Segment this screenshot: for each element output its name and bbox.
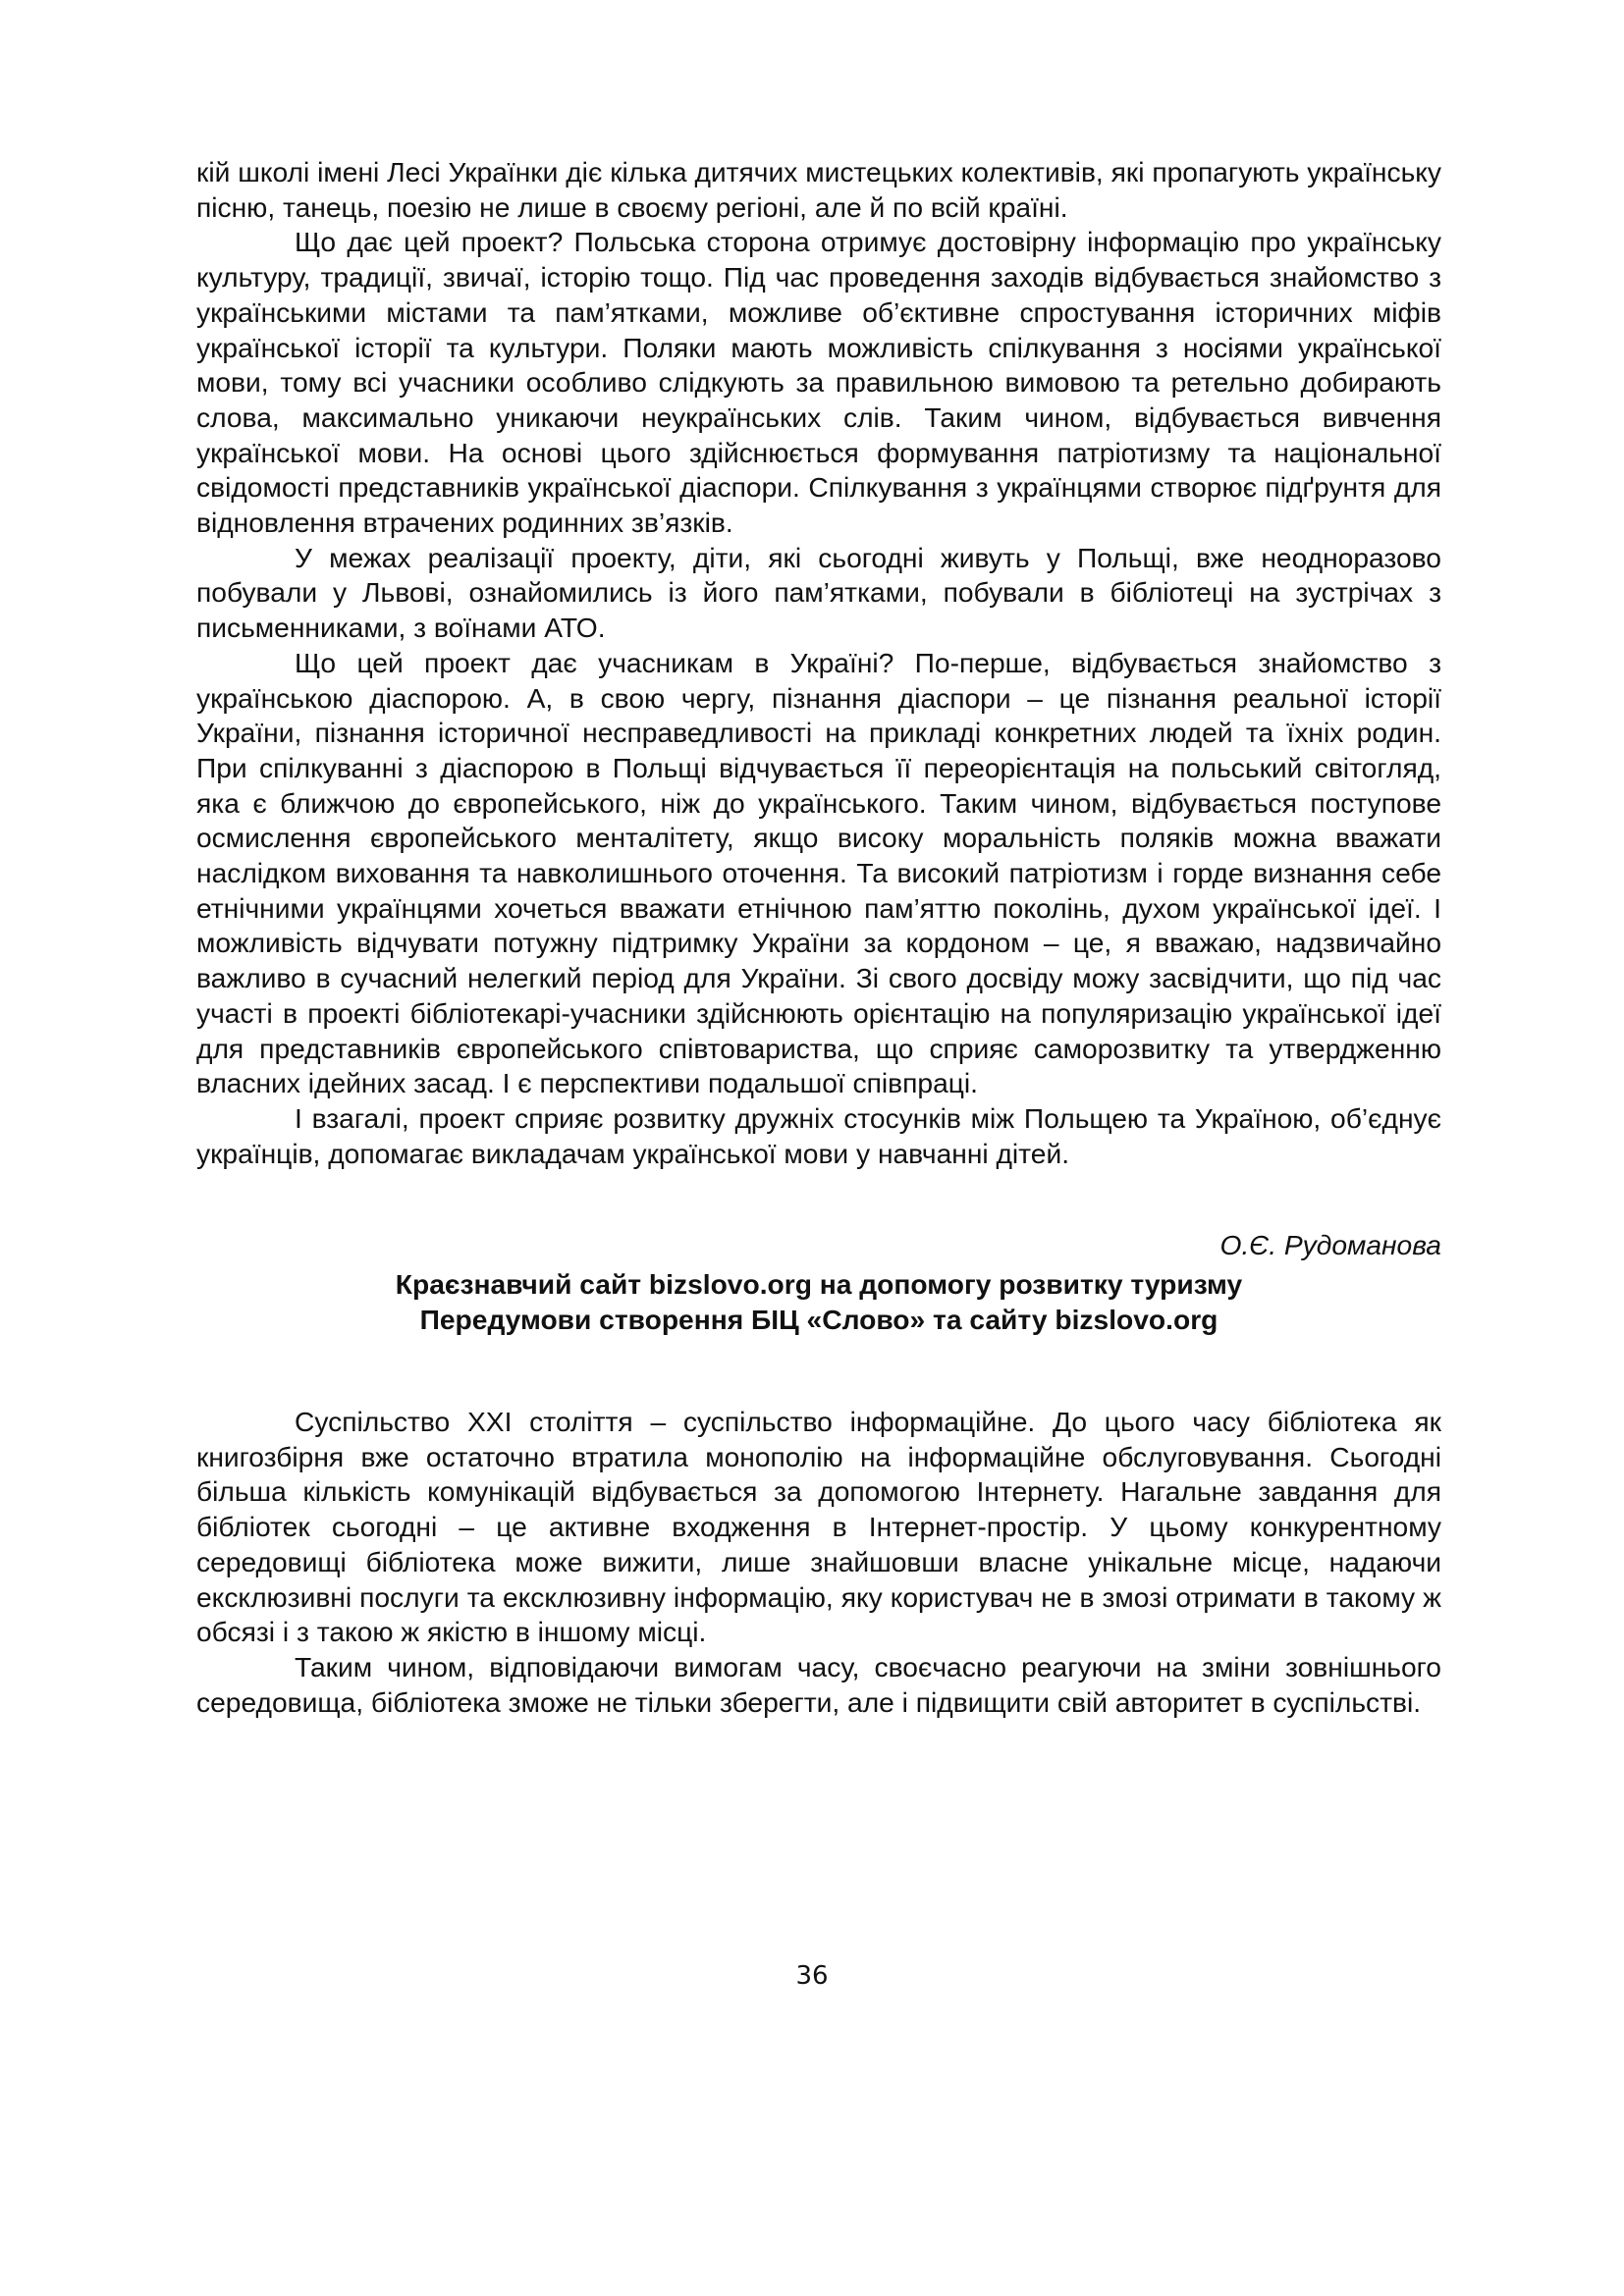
paragraph: У межах реалізації проекту, діти, які сьогодні живуть у Польщі, вже неодноразово побували у Львові, ознайомились із його пам’ятками, побували в бібліотеці на зустрічах з письменниками, з воїнами АТО. — [196, 541, 1441, 644]
article-body — [196, 1405, 1441, 1720]
paragraph: І взагалі, проект сприяє розвитку дружніх стосунків між Польщею та Україною, об’єднує українців, допомагає викладачам української мови у навчанні дітей. — [196, 1101, 1441, 1169]
paragraph: Таким чином, відповідаючи вимогам часу, своєчасно реагуючи на зміни зовнішнього середовища, бібліотека зможе не тільки зберегти, але і підвищити свій авторитет в суспільстві. — [196, 1650, 1441, 1718]
paragraph: Що цей проект дає учасникам в Україні? По-перше, відбувається знайомство з українською діаспорою. А, в свою чергу, пізнання діаспори – це пізнання реальної історії України, пізнання історичної несправедливості на прикладі конкретних людей та їхніх родин. При спілкуванні з діаспорою в Польщі відчувається її переорієнтація на польський світогляд, яка є ближчою до європейського, ніж до українського. Таким чином, відбувається поступове осмислення європейського менталітету, якщо високу моральність поляків можна вважати наслідком виховання та навколишнього оточення. Та високий патріотизм і горде визнання себе етнічними українцями хочеться вважати етнічною пам’яттю поколінь, духом української ідеї. І можливість відчувати потужну підтримку України за кордоном – це, я вважаю, надзвичайно важливо в сучасний нелегкий період для України. Зі свого досвіду можу засвідчити, що під час участі в проекті бібліотекарі-учасники здійснюють орієнтацію на популяризацію української ідеї для представників європейського співтовариства, що сприяє саморозвитку та утвердженню власних ідейних засад. І є перспективи подальшої співпраці. — [196, 646, 1441, 1099]
paragraph-continuation: кій школі імені Лесі Українки діє кілька дитячих мистецьких колективів, які пропагують українську пісню, танець, поезію не лише в своєму регіоні, але й по всій країні. — [196, 156, 1441, 223]
section-title: Передумови створення БІЦ «Слово» та сайту bizslovo.org — [419, 1304, 1218, 1335]
paragraph: Що дає цей проект? Польська сторона отримує достовірну інформацію про українську культуру, традиції, звичаї, історію тощо. Під час проведення заходів відбувається знайомство з українськими містами та пам’ятками, можливе об’єктивне спростування історичних міфів української історії та культури. Поляки мають можливість спілкування з носіями української мови, тому всі учасники особливо слідкують за правильною вимовою та ретельно добирають слова, максимально уникаючи неукраїнських слів. Таким чином, відбувається вивчення української мови. На основі цього здійснюється формування патріотизму та національної свідомості представників української діаспори. Спілкування з українцями створює підґрунтя для відновлення втрачених родинних зв’язків. — [196, 226, 1441, 539]
article-title: Краєзнавчий сайт bizslovo.org на допомогу розвитку туризму — [395, 1268, 1243, 1300]
article-body-previous — [196, 155, 1441, 1171]
author-name: О.Є. Рудоманова — [1219, 1229, 1441, 1260]
page-number: 36 — [795, 1961, 829, 1991]
article-heading — [196, 1266, 1441, 1337]
paragraph: Суспільство XXI століття – суспільство інформаційне. До цього часу бібліотека як книгозбірня вже остаточно втратила монополію на інформаційне обслуговування. Сьогодні більша кількість комунікацій відбувається за допомогою Інтернету. Нагальне завдання для бібліотек сьогодні – це активне входження в Інтернет-простір. У цьому конкурентному середовищі бібліотека може вижити, лише знайшовши власне унікальне місце, надаючи ексклюзивні послуги та ексклюзивну інформацію, яку користувач не в змозі отримати в такому ж обсязі і з такою ж якістю в іншому місці. — [196, 1406, 1441, 1648]
